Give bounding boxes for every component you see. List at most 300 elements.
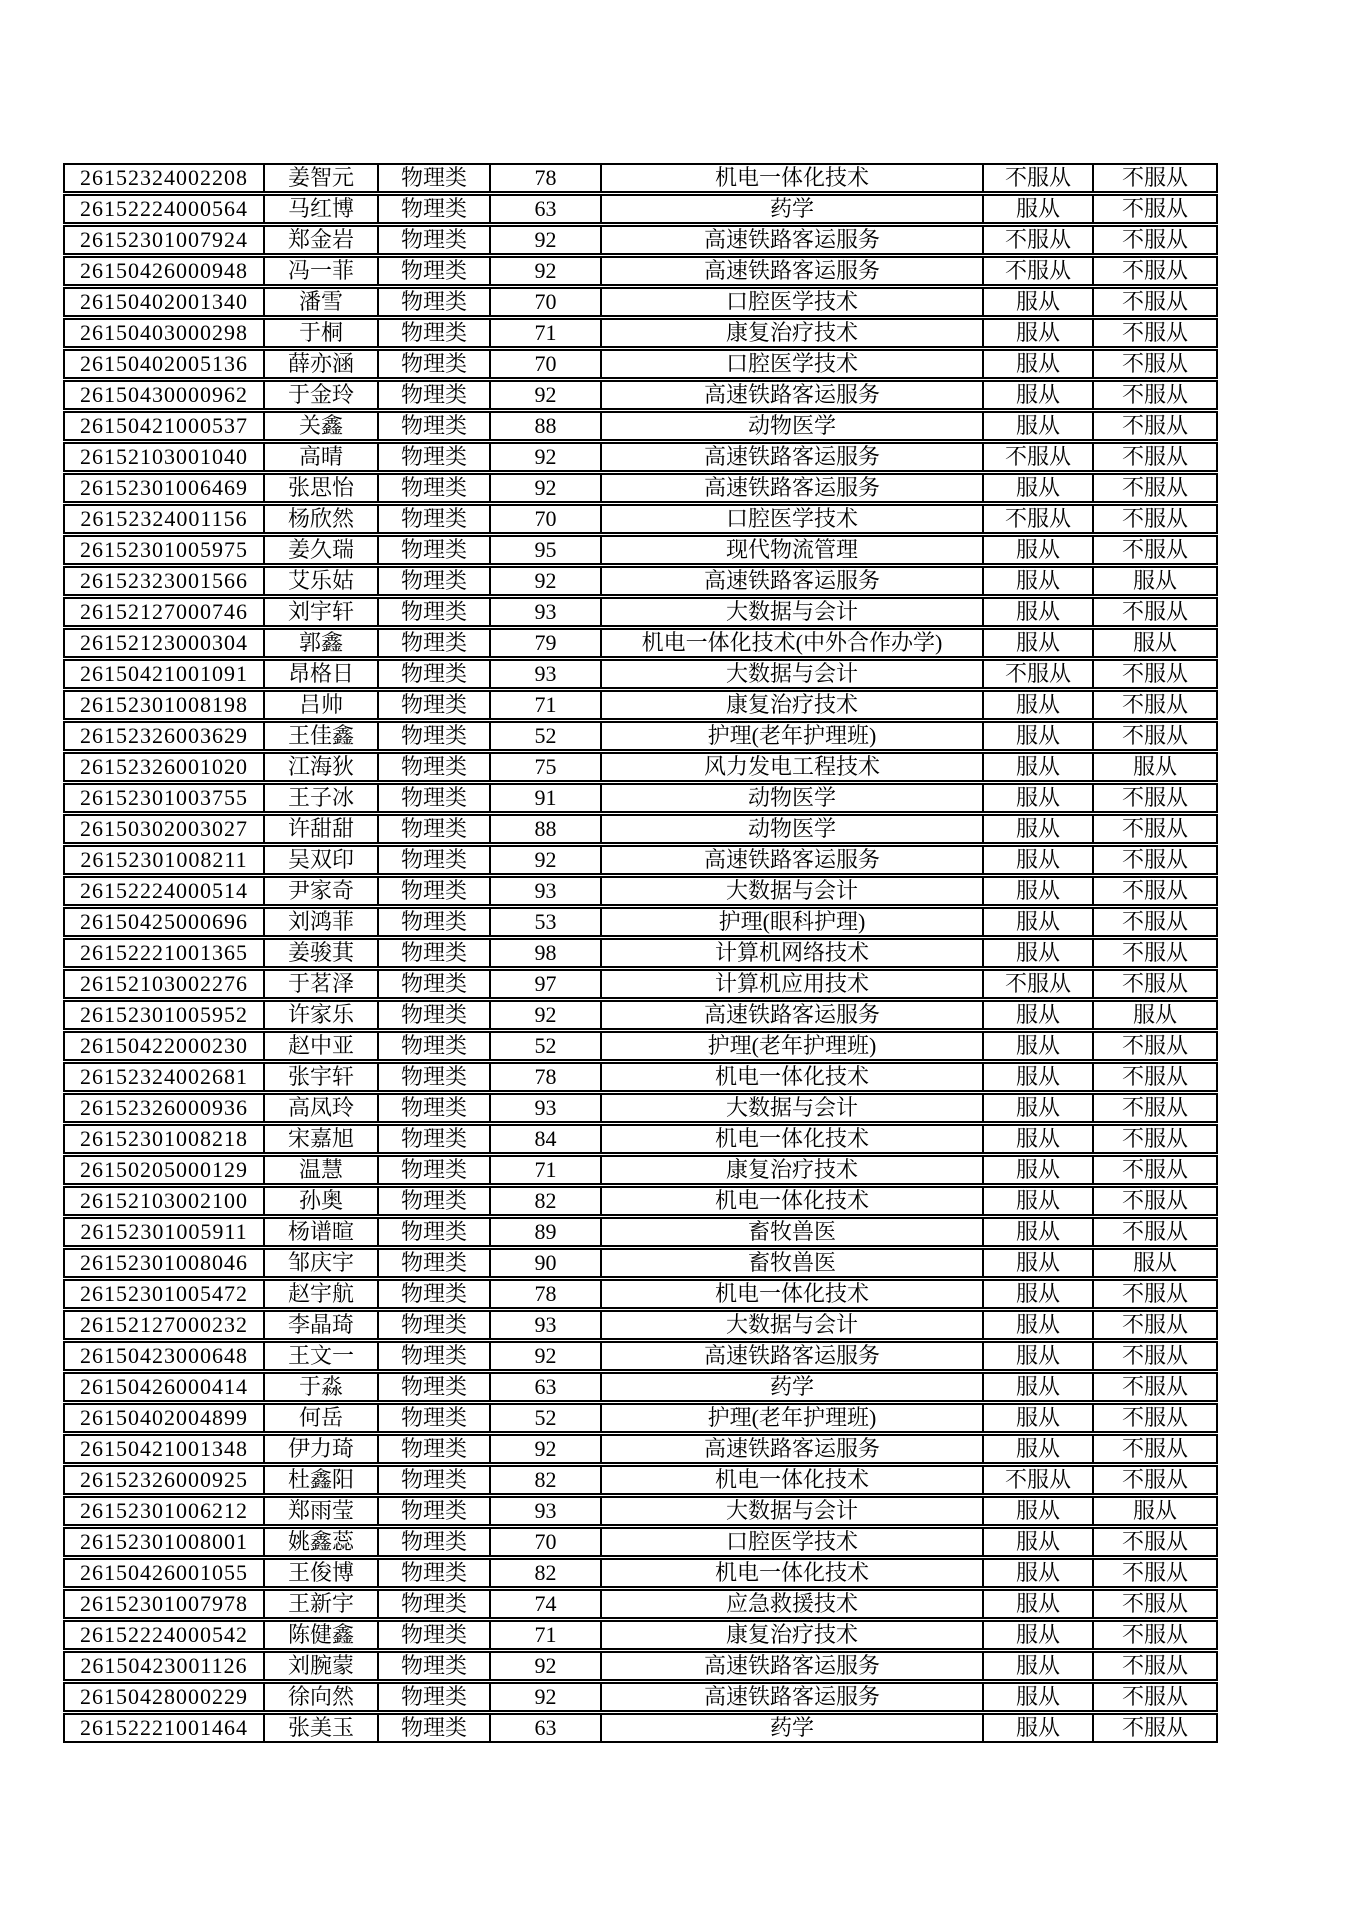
cell-exam-id: 26150403000298: [63, 318, 265, 348]
cell-major: 大数据与会计: [602, 1496, 984, 1526]
cell-exam-id: 26152127000746: [63, 597, 265, 627]
table-row: [63, 1496, 1218, 1526]
cell-subject-category: 物理类: [379, 938, 491, 968]
cell-major: 畜牧兽医: [602, 1248, 984, 1278]
table-row: [63, 1713, 1218, 1743]
cell-score: 91: [491, 783, 602, 813]
cell-subject-category: 物理类: [379, 1279, 491, 1309]
cell-score: 93: [491, 1496, 602, 1526]
cell-exam-id: 26152221001464: [63, 1713, 265, 1743]
cell-name: 马红博: [265, 194, 379, 224]
cell-subject-category: 物理类: [379, 907, 491, 937]
cell-exam-id: 26152301008198: [63, 690, 265, 720]
cell-score: 82: [491, 1465, 602, 1495]
cell-name: 杨欣然: [265, 504, 379, 534]
cell-name: 陈健鑫: [265, 1620, 379, 1650]
cell-exam-id: 26150426000948: [63, 256, 265, 286]
cell-subject-category: 物理类: [379, 1651, 491, 1681]
cell-obey-adjustment-1: 服从: [984, 411, 1094, 441]
cell-subject-category: 物理类: [379, 1186, 491, 1216]
cell-obey-adjustment-2: 不服从: [1094, 442, 1218, 472]
cell-major: 口腔医学技术: [602, 504, 984, 534]
cell-subject-category: 物理类: [379, 256, 491, 286]
cell-obey-adjustment-1: 服从: [984, 1713, 1094, 1743]
table-row: [63, 225, 1218, 255]
cell-exam-id: 26152301005975: [63, 535, 265, 565]
cell-major: 高速铁路客运服务: [602, 225, 984, 255]
cell-exam-id: 26152103002276: [63, 969, 265, 999]
cell-name: 王新宇: [265, 1589, 379, 1619]
cell-name: 孙奥: [265, 1186, 379, 1216]
cell-obey-adjustment-2: 不服从: [1094, 1341, 1218, 1371]
table-row: [63, 1062, 1218, 1092]
cell-subject-category: 物理类: [379, 535, 491, 565]
cell-name: 宋嘉旭: [265, 1124, 379, 1154]
cell-exam-id: 26152301007924: [63, 225, 265, 255]
cell-name: 姜骏萁: [265, 938, 379, 968]
cell-score: 92: [491, 256, 602, 286]
cell-score: 71: [491, 318, 602, 348]
cell-exam-id: 26152127000232: [63, 1310, 265, 1340]
cell-major: 应急救援技术: [602, 1589, 984, 1619]
cell-exam-id: 26150428000229: [63, 1682, 265, 1712]
cell-obey-adjustment-2: 服从: [1094, 1000, 1218, 1030]
cell-subject-category: 物理类: [379, 566, 491, 596]
table-row: [63, 566, 1218, 596]
cell-obey-adjustment-2: 不服从: [1094, 938, 1218, 968]
cell-exam-id: 26152301006469: [63, 473, 265, 503]
cell-subject-category: 物理类: [379, 225, 491, 255]
cell-obey-adjustment-1: 服从: [984, 566, 1094, 596]
table-row: [63, 1682, 1218, 1712]
cell-obey-adjustment-2: 不服从: [1094, 876, 1218, 906]
cell-obey-adjustment-2: 不服从: [1094, 1682, 1218, 1712]
cell-obey-adjustment-2: 服从: [1094, 752, 1218, 782]
cell-major: 大数据与会计: [602, 597, 984, 627]
cell-obey-adjustment-1: 不服从: [984, 504, 1094, 534]
cell-name: 许家乐: [265, 1000, 379, 1030]
cell-score: 88: [491, 411, 602, 441]
cell-name: 高凤玲: [265, 1093, 379, 1123]
cell-exam-id: 26150430000962: [63, 380, 265, 410]
cell-score: 63: [491, 1713, 602, 1743]
cell-obey-adjustment-2: 不服从: [1094, 1124, 1218, 1154]
cell-score: 92: [491, 1341, 602, 1371]
cell-major: 机电一体化技术: [602, 1558, 984, 1588]
cell-name: 刘腕蒙: [265, 1651, 379, 1681]
cell-obey-adjustment-2: 不服从: [1094, 1465, 1218, 1495]
table-row: [63, 442, 1218, 472]
cell-major: 计算机应用技术: [602, 969, 984, 999]
cell-obey-adjustment-1: 不服从: [984, 163, 1094, 193]
cell-subject-category: 物理类: [379, 1527, 491, 1557]
cell-exam-id: 26150402001340: [63, 287, 265, 317]
cell-obey-adjustment-2: 不服从: [1094, 597, 1218, 627]
cell-major: 高速铁路客运服务: [602, 566, 984, 596]
cell-name: 张宇轩: [265, 1062, 379, 1092]
cell-exam-id: 26150422000230: [63, 1031, 265, 1061]
cell-obey-adjustment-1: 服从: [984, 380, 1094, 410]
admission-result-table: [63, 163, 1218, 1744]
cell-name: 关鑫: [265, 411, 379, 441]
cell-obey-adjustment-1: 服从: [984, 1310, 1094, 1340]
cell-obey-adjustment-1: 服从: [984, 1651, 1094, 1681]
cell-obey-adjustment-2: 不服从: [1094, 1620, 1218, 1650]
cell-score: 92: [491, 1434, 602, 1464]
cell-exam-id: 26152224000564: [63, 194, 265, 224]
table-row: [63, 1651, 1218, 1681]
cell-score: 98: [491, 938, 602, 968]
cell-subject-category: 物理类: [379, 1713, 491, 1743]
cell-major: 高速铁路客运服务: [602, 256, 984, 286]
cell-exam-id: 26152326001020: [63, 752, 265, 782]
cell-subject-category: 物理类: [379, 1000, 491, 1030]
cell-obey-adjustment-1: 服从: [984, 690, 1094, 720]
cell-exam-id: 26150421001091: [63, 659, 265, 689]
cell-name: 冯一菲: [265, 256, 379, 286]
table-row: [63, 1186, 1218, 1216]
cell-score: 52: [491, 1031, 602, 1061]
cell-score: 78: [491, 1062, 602, 1092]
cell-major: 护理(老年护理班): [602, 721, 984, 751]
cell-score: 92: [491, 1682, 602, 1712]
table-row: [63, 1248, 1218, 1278]
cell-major: 机电一体化技术: [602, 1279, 984, 1309]
cell-name: 王文一: [265, 1341, 379, 1371]
cell-exam-id: 26150205000129: [63, 1155, 265, 1185]
cell-major: 药学: [602, 194, 984, 224]
cell-subject-category: 物理类: [379, 721, 491, 751]
cell-score: 74: [491, 1589, 602, 1619]
cell-exam-id: 26150423001126: [63, 1651, 265, 1681]
cell-exam-id: 26152323001566: [63, 566, 265, 596]
cell-obey-adjustment-1: 服从: [984, 1155, 1094, 1185]
table-row: [63, 349, 1218, 379]
cell-subject-category: 物理类: [379, 1031, 491, 1061]
table-row: [63, 1589, 1218, 1619]
cell-exam-id: 26152221001365: [63, 938, 265, 968]
cell-exam-id: 26152224000542: [63, 1620, 265, 1650]
cell-major: 动物医学: [602, 411, 984, 441]
table-row: [63, 721, 1218, 751]
cell-score: 92: [491, 845, 602, 875]
cell-subject-category: 物理类: [379, 814, 491, 844]
cell-subject-category: 物理类: [379, 318, 491, 348]
table-row: [63, 1217, 1218, 1247]
cell-obey-adjustment-1: 服从: [984, 1403, 1094, 1433]
cell-subject-category: 物理类: [379, 1062, 491, 1092]
cell-name: 王佳鑫: [265, 721, 379, 751]
cell-name: 姜智元: [265, 163, 379, 193]
table-row: [63, 473, 1218, 503]
table-row: [63, 1527, 1218, 1557]
cell-obey-adjustment-1: 服从: [984, 907, 1094, 937]
cell-exam-id: 26150426000414: [63, 1372, 265, 1402]
cell-subject-category: 物理类: [379, 1124, 491, 1154]
cell-name: 艾乐姑: [265, 566, 379, 596]
cell-exam-id: 26150423000648: [63, 1341, 265, 1371]
table-row: [63, 1341, 1218, 1371]
cell-major: 高速铁路客运服务: [602, 380, 984, 410]
table-row: [63, 256, 1218, 286]
table-row: [63, 535, 1218, 565]
cell-exam-id: 26150426001055: [63, 1558, 265, 1588]
table-row: [63, 1031, 1218, 1061]
cell-exam-id: 26152224000514: [63, 876, 265, 906]
cell-subject-category: 物理类: [379, 1682, 491, 1712]
cell-score: 95: [491, 535, 602, 565]
cell-major: 现代物流管理: [602, 535, 984, 565]
cell-name: 温慧: [265, 1155, 379, 1185]
cell-exam-id: 26152301003755: [63, 783, 265, 813]
table-row: [63, 287, 1218, 317]
cell-score: 82: [491, 1558, 602, 1588]
cell-score: 70: [491, 504, 602, 534]
cell-name: 刘鸿菲: [265, 907, 379, 937]
table-row: [63, 194, 1218, 224]
cell-obey-adjustment-1: 服从: [984, 845, 1094, 875]
cell-obey-adjustment-1: 服从: [984, 1589, 1094, 1619]
cell-subject-category: 物理类: [379, 1310, 491, 1340]
cell-obey-adjustment-2: 不服从: [1094, 1062, 1218, 1092]
cell-major: 高速铁路客运服务: [602, 1000, 984, 1030]
cell-obey-adjustment-1: 不服从: [984, 969, 1094, 999]
cell-obey-adjustment-2: 不服从: [1094, 1031, 1218, 1061]
table-row: [63, 1372, 1218, 1402]
cell-obey-adjustment-1: 不服从: [984, 225, 1094, 255]
cell-subject-category: 物理类: [379, 442, 491, 472]
cell-subject-category: 物理类: [379, 690, 491, 720]
cell-obey-adjustment-1: 服从: [984, 721, 1094, 751]
cell-name: 郭鑫: [265, 628, 379, 658]
cell-subject-category: 物理类: [379, 597, 491, 627]
table-row: [63, 1310, 1218, 1340]
table-row: [63, 752, 1218, 782]
cell-obey-adjustment-2: 不服从: [1094, 380, 1218, 410]
cell-score: 78: [491, 163, 602, 193]
cell-major: 机电一体化技术: [602, 1186, 984, 1216]
cell-subject-category: 物理类: [379, 1248, 491, 1278]
cell-obey-adjustment-1: 服从: [984, 1186, 1094, 1216]
cell-name: 许甜甜: [265, 814, 379, 844]
table-row: [63, 1403, 1218, 1433]
cell-score: 88: [491, 814, 602, 844]
cell-score: 90: [491, 1248, 602, 1278]
cell-obey-adjustment-1: 服从: [984, 473, 1094, 503]
cell-obey-adjustment-1: 服从: [984, 1062, 1094, 1092]
cell-subject-category: 物理类: [379, 1558, 491, 1588]
cell-name: 江海狄: [265, 752, 379, 782]
cell-major: 大数据与会计: [602, 876, 984, 906]
cell-obey-adjustment-2: 不服从: [1094, 1217, 1218, 1247]
cell-exam-id: 26152301008001: [63, 1527, 265, 1557]
cell-subject-category: 物理类: [379, 163, 491, 193]
cell-major: 畜牧兽医: [602, 1217, 984, 1247]
cell-name: 高晴: [265, 442, 379, 472]
cell-score: 82: [491, 1186, 602, 1216]
cell-exam-id: 26152123000304: [63, 628, 265, 658]
table-row: [63, 1124, 1218, 1154]
cell-name: 赵中亚: [265, 1031, 379, 1061]
cell-obey-adjustment-1: 服从: [984, 1558, 1094, 1588]
cell-obey-adjustment-1: 不服从: [984, 442, 1094, 472]
cell-score: 92: [491, 380, 602, 410]
cell-obey-adjustment-1: 服从: [984, 938, 1094, 968]
cell-major: 高速铁路客运服务: [602, 473, 984, 503]
cell-exam-id: 26152326000936: [63, 1093, 265, 1123]
cell-obey-adjustment-1: 服从: [984, 535, 1094, 565]
cell-exam-id: 26152324002681: [63, 1062, 265, 1092]
cell-score: 97: [491, 969, 602, 999]
cell-obey-adjustment-1: 服从: [984, 1000, 1094, 1030]
cell-obey-adjustment-2: 不服从: [1094, 535, 1218, 565]
cell-major: 护理(老年护理班): [602, 1403, 984, 1433]
cell-obey-adjustment-1: 服从: [984, 597, 1094, 627]
cell-obey-adjustment-2: 不服从: [1094, 907, 1218, 937]
cell-major: 药学: [602, 1713, 984, 1743]
cell-obey-adjustment-2: 不服从: [1094, 659, 1218, 689]
cell-name: 于茗泽: [265, 969, 379, 999]
cell-name: 于桐: [265, 318, 379, 348]
cell-obey-adjustment-2: 不服从: [1094, 1155, 1218, 1185]
cell-score: 79: [491, 628, 602, 658]
cell-name: 杜鑫阳: [265, 1465, 379, 1495]
cell-score: 92: [491, 1000, 602, 1030]
cell-obey-adjustment-1: 服从: [984, 1682, 1094, 1712]
cell-obey-adjustment-1: 服从: [984, 194, 1094, 224]
cell-name: 王子冰: [265, 783, 379, 813]
cell-subject-category: 物理类: [379, 1155, 491, 1185]
cell-score: 93: [491, 1093, 602, 1123]
cell-score: 93: [491, 659, 602, 689]
cell-major: 风力发电工程技术: [602, 752, 984, 782]
cell-score: 93: [491, 1310, 602, 1340]
cell-major: 口腔医学技术: [602, 1527, 984, 1557]
cell-major: 康复治疗技术: [602, 318, 984, 348]
cell-subject-category: 物理类: [379, 628, 491, 658]
cell-obey-adjustment-1: 服从: [984, 783, 1094, 813]
cell-score: 52: [491, 721, 602, 751]
cell-name: 吴双印: [265, 845, 379, 875]
cell-name: 张思怡: [265, 473, 379, 503]
table-row: [63, 380, 1218, 410]
cell-exam-id: 26150302003027: [63, 814, 265, 844]
cell-subject-category: 物理类: [379, 783, 491, 813]
table-row: [63, 1155, 1218, 1185]
cell-obey-adjustment-1: 不服从: [984, 659, 1094, 689]
cell-name: 尹家奇: [265, 876, 379, 906]
cell-obey-adjustment-1: 服从: [984, 1279, 1094, 1309]
cell-exam-id: 26152301005911: [63, 1217, 265, 1247]
cell-obey-adjustment-1: 服从: [984, 814, 1094, 844]
cell-obey-adjustment-2: 不服从: [1094, 411, 1218, 441]
cell-obey-adjustment-2: 不服从: [1094, 504, 1218, 534]
cell-exam-id: 26152301006212: [63, 1496, 265, 1526]
cell-name: 王俊博: [265, 1558, 379, 1588]
cell-name: 于金玲: [265, 380, 379, 410]
cell-major: 高速铁路客运服务: [602, 1434, 984, 1464]
cell-subject-category: 物理类: [379, 1496, 491, 1526]
cell-obey-adjustment-2: 不服从: [1094, 473, 1218, 503]
cell-name: 于淼: [265, 1372, 379, 1402]
cell-subject-category: 物理类: [379, 194, 491, 224]
cell-score: 63: [491, 1372, 602, 1402]
cell-obey-adjustment-2: 不服从: [1094, 1558, 1218, 1588]
cell-obey-adjustment-2: 不服从: [1094, 1527, 1218, 1557]
table-row: [63, 814, 1218, 844]
cell-exam-id: 26150402005136: [63, 349, 265, 379]
cell-obey-adjustment-2: 不服从: [1094, 318, 1218, 348]
table-row: [63, 690, 1218, 720]
cell-subject-category: 物理类: [379, 659, 491, 689]
cell-major: 高速铁路客运服务: [602, 1341, 984, 1371]
cell-obey-adjustment-1: 服从: [984, 876, 1094, 906]
cell-major: 计算机网络技术: [602, 938, 984, 968]
cell-exam-id: 26152324002208: [63, 163, 265, 193]
cell-score: 70: [491, 1527, 602, 1557]
cell-name: 刘宇轩: [265, 597, 379, 627]
table-row: [63, 411, 1218, 441]
cell-obey-adjustment-1: 服从: [984, 1496, 1094, 1526]
cell-name: 薛亦涵: [265, 349, 379, 379]
cell-name: 吕帅: [265, 690, 379, 720]
cell-obey-adjustment-1: 服从: [984, 349, 1094, 379]
cell-obey-adjustment-2: 不服从: [1094, 1093, 1218, 1123]
cell-score: 63: [491, 194, 602, 224]
cell-score: 70: [491, 287, 602, 317]
cell-obey-adjustment-2: 不服从: [1094, 1434, 1218, 1464]
table-row: [63, 1279, 1218, 1309]
cell-major: 大数据与会计: [602, 659, 984, 689]
table-row: [63, 504, 1218, 534]
cell-major: 高速铁路客运服务: [602, 1682, 984, 1712]
table-row: [63, 597, 1218, 627]
table-row: [63, 659, 1218, 689]
cell-obey-adjustment-1: 服从: [984, 1620, 1094, 1650]
table-row: [63, 876, 1218, 906]
table-row: [63, 1465, 1218, 1495]
cell-score: 71: [491, 1155, 602, 1185]
cell-major: 机电一体化技术(中外合作办学): [602, 628, 984, 658]
cell-obey-adjustment-2: 不服从: [1094, 287, 1218, 317]
table-row: [63, 1558, 1218, 1588]
cell-exam-id: 26150421000537: [63, 411, 265, 441]
cell-major: 高速铁路客运服务: [602, 442, 984, 472]
table-row: [63, 783, 1218, 813]
cell-exam-id: 26150402004899: [63, 1403, 265, 1433]
cell-score: 92: [491, 1651, 602, 1681]
cell-obey-adjustment-2: 服从: [1094, 1496, 1218, 1526]
cell-major: 药学: [602, 1372, 984, 1402]
cell-obey-adjustment-2: 不服从: [1094, 1713, 1218, 1743]
cell-obey-adjustment-2: 不服从: [1094, 349, 1218, 379]
cell-exam-id: 26152301007978: [63, 1589, 265, 1619]
table-row: [63, 1000, 1218, 1030]
table-row: [63, 1434, 1218, 1464]
cell-major: 动物医学: [602, 783, 984, 813]
cell-major: 高速铁路客运服务: [602, 1651, 984, 1681]
cell-name: 杨谱暄: [265, 1217, 379, 1247]
cell-obey-adjustment-1: 服从: [984, 1372, 1094, 1402]
cell-exam-id: 26152326000925: [63, 1465, 265, 1495]
cell-major: 康复治疗技术: [602, 690, 984, 720]
cell-subject-category: 物理类: [379, 1620, 491, 1650]
cell-obey-adjustment-2: 不服从: [1094, 1403, 1218, 1433]
cell-major: 机电一体化技术: [602, 1465, 984, 1495]
cell-obey-adjustment-1: 服从: [984, 318, 1094, 348]
cell-subject-category: 物理类: [379, 287, 491, 317]
cell-obey-adjustment-1: 服从: [984, 1248, 1094, 1278]
